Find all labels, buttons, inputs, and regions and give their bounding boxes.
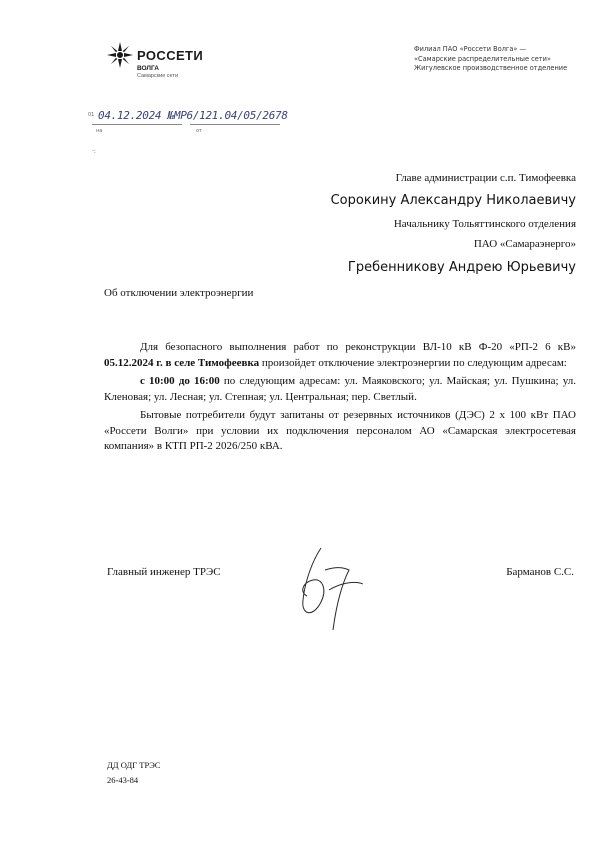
company-logo	[106, 41, 226, 81]
rosseti-logo-icon	[106, 41, 134, 69]
signatory-position: Главный инженер ТРЭС	[107, 566, 221, 578]
body-paragraph-1	[104, 340, 576, 371]
addressee-line-4: ПАО «Самараэнерго»	[473, 238, 576, 250]
branch-line: Жигулевское производственное отделение	[414, 64, 568, 72]
addressee-line-2: Сорокину Александру Николаевичу	[330, 193, 576, 208]
body-p2-end: по следующим адресам: ул. Маяковского; ул. Майская; ул. Пушкина; ул. Кленовая; ул. Лесная; ул. Степная; ул. Центральная; пер. Светлый.	[104, 375, 576, 403]
letter-subject: Об отключении электроэнергии	[104, 287, 254, 299]
scan-marks: ·:	[92, 148, 96, 155]
registration-block	[88, 109, 348, 139]
registration-prefix: 01	[88, 112, 95, 118]
logo-region: ВОЛГА	[137, 65, 159, 72]
logo-subtitle: Самарские сети	[137, 73, 179, 79]
letter-body	[104, 340, 576, 455]
registration-number: 04.12.2024 №МР6/121.04/05/2678	[98, 109, 288, 122]
registration-ot-label: от	[196, 128, 202, 134]
branch-info	[414, 45, 584, 74]
addressee-line-3: Начальнику Тольяттинского отделения	[393, 218, 576, 230]
footer-phone: 26-43-84	[107, 775, 139, 785]
addressee-line-1: Главе администрации с.п. Тимофеевка	[395, 172, 576, 184]
branch-line: «Самарские распределительные сети»	[414, 54, 551, 63]
body-p1-end: произойдет отключение электроэнергии по следующим адресам:	[259, 356, 567, 369]
signatory-name: Барманов С.С.	[506, 566, 574, 578]
registration-line	[92, 124, 182, 125]
footer-department: ДД ОДГ ТРЭС	[107, 760, 161, 770]
registration-na-label: на	[96, 128, 103, 134]
addressee-line-5: Гребенникову Андрею Юрьевичу	[347, 260, 576, 275]
handwritten-signature	[283, 540, 373, 640]
branch-line: Филиал ПАО «Россети Волга» —	[414, 45, 527, 53]
body-paragraph-3: Бытовые потребители будут запитаны от резервных источников (ДЭС) 2 х 100 кВт ПАО «Россети Волги» при условии их подключения персоналом АО «Самарская электросетевая компания» в КТП РП-2 2026/250 кВА.	[104, 409, 576, 452]
body-p1-bold: 05.12.2024 г. в селе Тимофеевка	[104, 356, 260, 369]
body-paragraph-2	[104, 374, 576, 405]
logo-name: РОССЕТИ	[137, 48, 204, 63]
body-p1-start: Для безопасного выполнения работ по реконструкции ВЛ-10 кВ Ф-20 «РП-2 6 кВ»	[140, 341, 576, 353]
body-p2-bold: с 10:00 до 16:00	[140, 375, 220, 387]
registration-line	[190, 124, 280, 125]
